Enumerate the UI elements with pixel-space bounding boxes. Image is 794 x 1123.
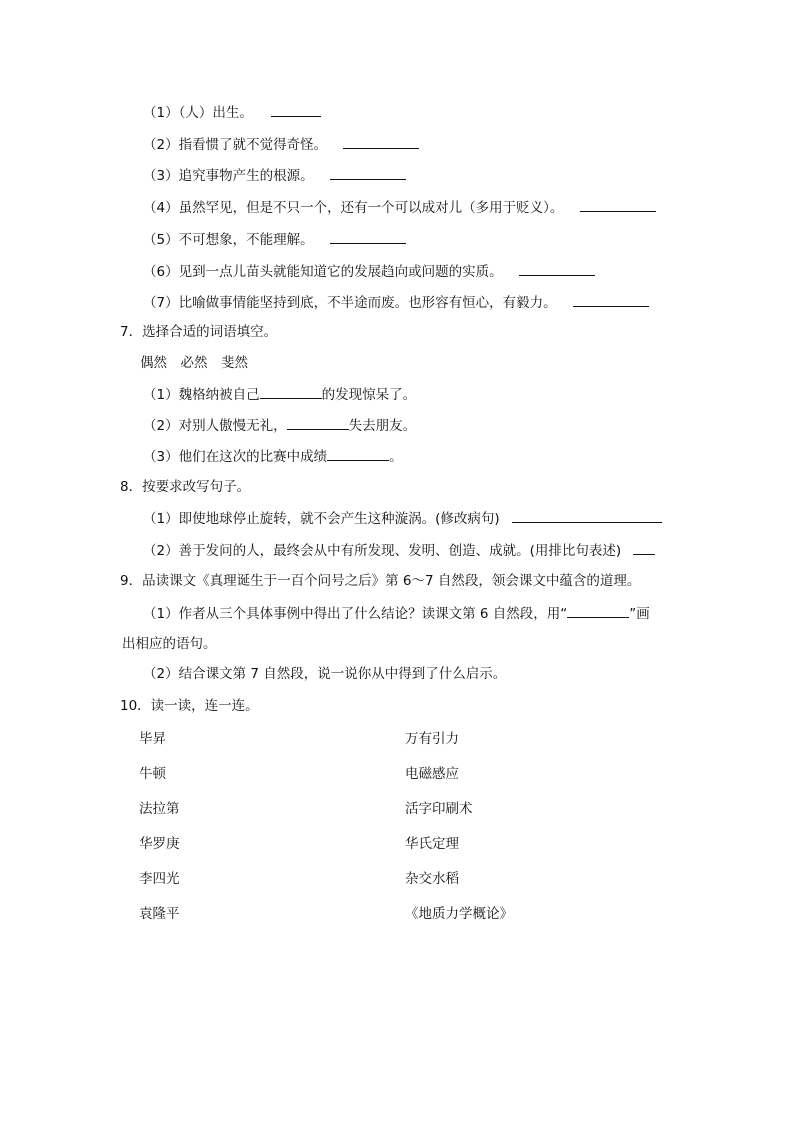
q7-item-1-post: 的发现惊呆了。 (321, 387, 417, 403)
answer-blank[interactable] (330, 165, 406, 180)
q7-title: 7．选择合适的词语填空。 (120, 324, 278, 340)
q6-item-1-text: （1）（人）出生。 (143, 105, 253, 121)
q10-right-item[interactable]: 万有引力 (405, 731, 459, 747)
answer-blank[interactable] (512, 508, 662, 523)
answer-blank[interactable] (260, 384, 322, 399)
q8-item-1-text: （1）即使地球停止旋转，就不会产生这种漩涡。(修改病句) (143, 511, 500, 527)
q10-title: 10．读一读，连一连。 (120, 698, 259, 714)
q6-item-1 (143, 102, 321, 123)
q6-item-6 (143, 261, 595, 282)
answer-blank[interactable] (271, 102, 321, 117)
q6-item-2 (143, 134, 419, 155)
q6-item-3-text: （3）追究事物产生的根源。 (143, 168, 314, 184)
q7-item-3 (143, 446, 403, 467)
q8-title: 8．按要求改写句子。 (120, 479, 251, 495)
answer-blank[interactable] (327, 446, 389, 461)
q6-item-5 (143, 229, 406, 250)
q10-right-item[interactable]: 电磁感应 (405, 766, 459, 782)
q10-left-item[interactable]: 法拉第 (139, 801, 180, 817)
answer-blank[interactable] (567, 603, 629, 618)
q9-item-2: （2）结合课文第 7 自然段，说一说你从中得到了什么启示。 (143, 666, 507, 682)
q10-right-item[interactable]: 《地质力学概论》 (405, 906, 513, 922)
q7-item-1-pre: （1）魏格纳被自己 (143, 387, 260, 403)
answer-blank[interactable] (633, 540, 655, 555)
answer-blank[interactable] (287, 415, 349, 430)
q6-item-7-text: （7）比喻做事情能坚持到底，不半途而废。也形容有恒心，有毅力。 (143, 295, 557, 311)
q8-item-1 (143, 508, 662, 529)
q9-item-1 (143, 603, 650, 624)
q6-item-6-text: （6）见到一点儿苗头就能知道它的发展趋向或问题的实质。 (143, 264, 503, 280)
q7-item-2-pre: （2）对别人傲慢无礼， (143, 418, 287, 434)
q7-item-3-post: 。 (389, 449, 403, 465)
q7-item-1 (143, 384, 416, 405)
q8-item-2-text: （2）善于发问的人，最终会从中有所发现、发明、创造、成就。(用排比句表述) (143, 543, 622, 559)
q10-right-item[interactable]: 活字印刷术 (405, 801, 473, 817)
q7-options: 偶然 必然 斐然 (140, 355, 248, 371)
q10-left-item[interactable]: 李四光 (139, 871, 180, 887)
q10-left-item[interactable]: 华罗庚 (139, 836, 180, 852)
answer-blank[interactable] (343, 134, 419, 149)
q6-item-4-text: （4）虽然罕见，但是不只一个，还有一个可以成对儿（多用于贬义）。 (143, 200, 564, 216)
q7-item-2-post: 失去朋友。 (348, 418, 417, 434)
q10-right-item[interactable]: 华氏定理 (405, 836, 459, 852)
q6-item-5-text: （5）不可想象，不能理解。 (143, 232, 314, 248)
q7-item-3-pre: （3）他们在这次的比赛中成绩 (143, 449, 328, 465)
q9-item-1-post: ”画 (629, 606, 650, 622)
q10-right-item[interactable]: 杂交水稻 (405, 871, 459, 887)
q10-left-item[interactable]: 牛顿 (139, 766, 166, 782)
answer-blank[interactable] (519, 261, 595, 276)
q9-title: 9．品读课文《真理诞生于一百个问号之后》第 6～7 自然段，领会课文中蕴含的道理。 (120, 573, 641, 589)
q7-item-2 (143, 415, 416, 436)
answer-blank[interactable] (580, 197, 656, 212)
q6-item-7 (143, 292, 649, 313)
q6-item-3 (143, 165, 406, 186)
q6-item-4 (143, 197, 656, 218)
q8-item-2 (143, 540, 655, 561)
q9-item-1-pre: （1）作者从三个具体事例中得出了什么结论？读课文第 6 自然段，用“ (143, 606, 568, 622)
answer-blank[interactable] (330, 229, 406, 244)
answer-blank[interactable] (573, 292, 649, 307)
q10-left-item[interactable]: 袁隆平 (139, 906, 180, 922)
q9-item-1-cont: 出相应的语句。 (122, 636, 217, 652)
q6-item-2-text: （2）指看惯了就不觉得奇怪。 (143, 137, 328, 153)
q10-left-item[interactable]: 毕昇 (139, 731, 166, 747)
